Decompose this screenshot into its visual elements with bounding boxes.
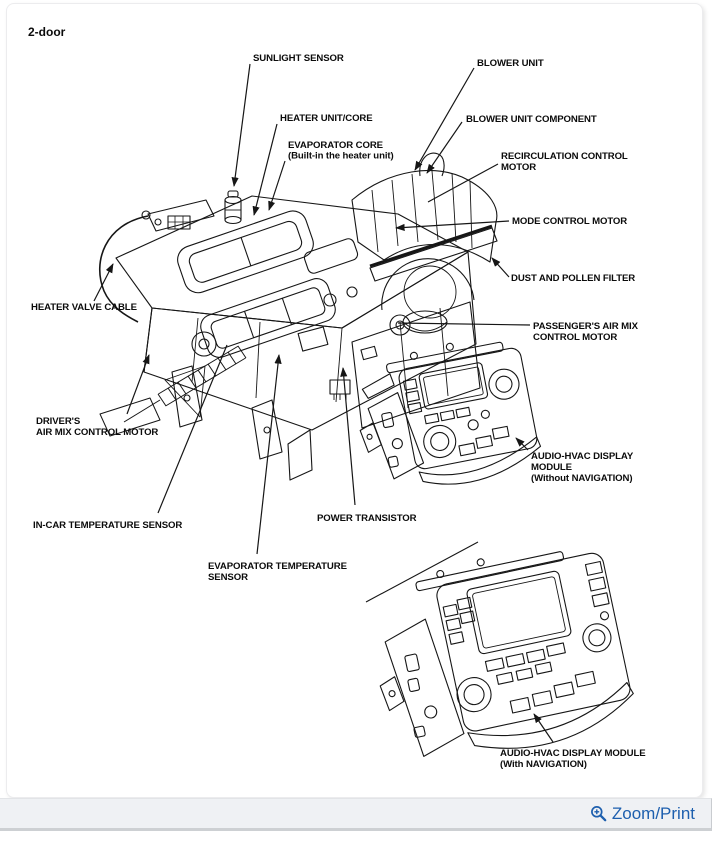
leader-recirculation-control-motor: [428, 164, 498, 202]
leader-drivers-air-mix: [127, 355, 149, 414]
diagram-labels: [31, 53, 646, 770]
zoom-print-link[interactable]: [590, 805, 695, 822]
power-transistor-part: [330, 380, 350, 400]
label-in-car-temp-sensor: IN-CAR TEMPERATURE SENSOR: [33, 520, 183, 531]
leader-dust-and-pollen-filter: [492, 258, 509, 277]
label-drivers-air-mix-line2: AIR MIX CONTROL MOTOR: [36, 427, 159, 438]
label-audio-with-nav-line1: AUDIO-HVAC DISPLAY MODULE: [500, 748, 646, 759]
variant-label: 2-door: [28, 25, 66, 39]
label-audio-without-nav-line1: AUDIO-HVAC DISPLAY: [531, 451, 634, 462]
label-evaporator-temp-sensor-line2: SENSOR: [208, 572, 248, 583]
label-mode-control-motor: MODE CONTROL MOTOR: [512, 216, 628, 227]
label-sunlight-sensor: SUNLIGHT SENSOR: [253, 53, 344, 64]
label-audio-without-nav-line3: (Without NAVIGATION): [531, 473, 633, 484]
leader-lines: [94, 64, 553, 742]
zoom-print-label: Zoom/Print: [611, 804, 695, 823]
zoom-magnifier-icon: [590, 805, 607, 822]
label-drivers-air-mix-line1: DRIVER'S: [36, 416, 81, 427]
label-heater-unit-core: HEATER UNIT/CORE: [280, 113, 373, 124]
blower-unit-drawing: [352, 153, 497, 333]
label-blower-unit: BLOWER UNIT: [477, 58, 544, 69]
corrugated-cable-part: [100, 346, 246, 436]
leader-passenger-air-mix: [398, 323, 530, 325]
label-blower-unit-component: BLOWER UNIT COMPONENT: [466, 114, 597, 125]
label-passenger-air-mix-line1: PASSENGER'S AIR MIX: [533, 321, 638, 332]
audio-module-with-nav-drawing: [359, 534, 640, 776]
label-evaporator-core-line2: (Built-in the heater unit): [288, 150, 394, 162]
label-passenger-air-mix-line2: CONTROL MOTOR: [533, 332, 618, 343]
heater-unit-drawing: [100, 150, 497, 480]
leader-heater-unit-core: [254, 124, 277, 215]
label-audio-without-nav-line2: MODULE: [531, 462, 572, 473]
label-evaporator-temp-sensor-line1: EVAPORATOR TEMPERATURE: [208, 561, 347, 572]
label-recirculation-line1: RECIRCULATION CONTROL: [501, 151, 628, 162]
label-audio-with-nav-line2: (With NAVIGATION): [500, 759, 587, 770]
leader-evaporator-core: [269, 161, 285, 210]
leader-heater-valve-cable: [94, 264, 113, 301]
leader-power-transistor: [343, 368, 355, 505]
label-recirculation-line2: MOTOR: [501, 162, 537, 173]
label-evaporator-core-line1: EVAPORATOR CORE: [288, 140, 383, 151]
leader-audio-with-nav: [534, 714, 553, 742]
label-power-transistor: POWER TRANSISTOR: [317, 513, 417, 524]
label-heater-valve-cable: HEATER VALVE CABLE: [31, 302, 137, 313]
leader-sunlight-sensor: [234, 64, 250, 186]
label-dust-and-pollen-filter: DUST AND POLLEN FILTER: [511, 273, 636, 284]
footer-bar: [0, 798, 712, 831]
